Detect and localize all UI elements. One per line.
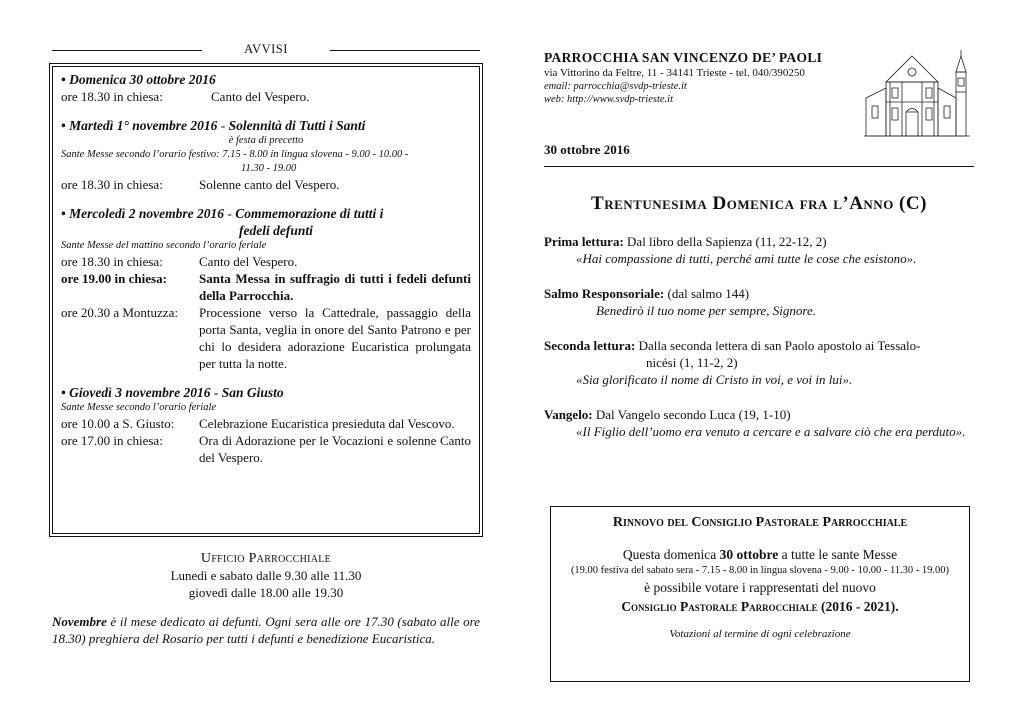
consiglio-title: Rinnovo del Consiglio Pastorale Parrocchiale — [612, 515, 908, 530]
event-row — [61, 253, 471, 270]
title-separator: - — [223, 206, 236, 221]
event-row — [61, 176, 471, 193]
event-time: ore 18.30 in chiesa: — [61, 254, 163, 269]
reading-salmo — [544, 285, 974, 319]
event-date: • Mercoledì 2 novembre 2016 — [61, 206, 224, 221]
reading-ref: (dal salmo 144) — [664, 286, 750, 301]
reading-quote: «Sia glorificato il nome di Cristo in voi, e voi in lui». — [576, 372, 853, 387]
messe-note-cont: 11.30 - 19.00 — [241, 163, 297, 174]
festa-note: è festa di precetto — [228, 135, 304, 146]
date-rule — [544, 166, 974, 167]
consiglio-line-1 — [561, 545, 959, 564]
event-time: ore 18.30 in chiesa: — [61, 177, 163, 192]
parish-web: web: http://www.svdp-trieste.it — [544, 94, 674, 105]
event-time: ore 20.30 a Montuzza: — [61, 305, 178, 320]
novembre-note — [52, 613, 480, 647]
consiglio-votazioni: Votazioni al termine di ogni celebrazione — [669, 628, 851, 640]
messe-note: Sante Messe secondo l’orario feriale — [61, 402, 217, 413]
consiglio-text: Questa domenica — [622, 547, 720, 562]
reading-label: Vangelo: — [544, 407, 593, 422]
messe-note: Sante Messe del mattino secondo l’orario feriale — [61, 240, 267, 251]
event-desc: Santa Messa in suffragio di tutti i fedeli defunti della Parrocchia. — [199, 271, 471, 303]
reading-prima — [544, 233, 974, 267]
ufficio-parrocchiale — [52, 550, 480, 601]
reading-ref-cont: nicési (1, 11-2, 2) — [646, 355, 738, 370]
event-row — [61, 88, 471, 105]
event-title-domenica: • Domenica 30 ottobre 2016 — [61, 72, 216, 87]
event-date: • Giovedì 3 novembre 2016 — [61, 385, 211, 400]
event-name: Solennità di Tutti i Santi — [228, 118, 366, 133]
event-desc: Solenne canto del Vespero. — [199, 177, 340, 192]
reading-ref: Dal libro della Sapienza (11, 22-12, 2) — [623, 234, 827, 249]
event-title-martedi — [61, 117, 471, 134]
event-desc: Canto del Vespero. — [211, 89, 310, 104]
consiglio-date: 30 ottobre — [719, 547, 779, 562]
event-date: • Martedì 1° novembre 2016 — [61, 118, 218, 133]
event-time: ore 10.00 a S. Giusto: — [61, 416, 175, 431]
consiglio-orari: (19.00 festiva del sabato sera - 7.15 - 8.00 in lingua slovena - 9.00 - 10.00 - 11.30 - 19.00) — [570, 565, 950, 576]
event-title-mercoledi — [61, 205, 471, 222]
event-time: ore 18.30 in chiesa: — [61, 89, 163, 104]
consiglio-text: a tutte le sante Messe — [778, 547, 898, 562]
event-row — [61, 432, 471, 466]
consiglio-line-4: Consiglio Pastorale Parrocchiale (2016 - 2021). — [621, 599, 899, 614]
church-drawing-icon — [864, 42, 974, 142]
ufficio-title: Ufficio Parrocchiale — [200, 551, 332, 566]
event-time: ore 17.00 in chiesa: — [61, 433, 163, 448]
event-name: Commemorazione di tutti i — [235, 206, 384, 221]
ufficio-hours-2: giovedì dalle 18.00 alle 19.30 — [188, 585, 344, 600]
reading-ref: Dalla seconda lettera di san Paolo apostolo ai Tessalo- — [635, 338, 921, 353]
reading-quote: «Il Figlio dell’uomo era venuto a cercare e a salvare ciò che era perduto». — [576, 424, 966, 439]
avvisi-title: AVVISI — [244, 42, 288, 56]
event-desc: Canto del Vespero. — [199, 254, 298, 269]
reading-label: Salmo Responsoriale: — [544, 286, 665, 301]
messe-note: Sante Messe secondo l’orario festivo: 7.15 - 8.00 in lingua slovena - 9.00 - 10.00 - — [61, 149, 409, 160]
left-column — [52, 38, 480, 647]
event-title-giovedi — [61, 384, 471, 401]
event-name-cont: fedeli defunti — [239, 223, 313, 238]
bulletin-date: 30 ottobre 2016 — [544, 142, 630, 157]
reading-vangelo — [544, 406, 974, 440]
parish-address: via Vittorino da Feltre, 11 - 34141 Trieste - tel. 040/390250 — [544, 67, 805, 79]
reading-label: Prima lettura: — [544, 234, 624, 249]
event-desc: Processione verso la Cattedrale, passaggio della porta Santa, veglia in onore del Santo Patrono e per chi lo desidera adorazione Eucaristica prolungata per tutta la notte. — [199, 305, 471, 371]
novembre-bold: Novembre — [52, 614, 107, 629]
reading-quote: «Hai compassione di tutti, perché ami tutte le cose che esistono». — [576, 251, 917, 266]
event-desc: Ora di Adorazione per le Vocazioni e solenne Canto del Vespero. — [199, 433, 471, 465]
novembre-text: è il mese dedicato ai defunti. Ogni sera alle ore 17.30 (sabato alle ore 18.30) preghiera del Rosario per tutti i defunti e benedizione Eucaristica. — [52, 614, 480, 646]
event-row — [61, 270, 471, 304]
title-separator: - — [217, 118, 229, 133]
consiglio-line-3: è possibile votare i rappresentati del nuovo — [644, 580, 876, 595]
right-column — [544, 38, 974, 640]
parish-email: email: parrocchia@svdp-trieste.it — [544, 81, 687, 92]
event-row — [61, 415, 471, 432]
reading-seconda — [544, 337, 974, 388]
ufficio-hours-1: Lunedì e sabato dalle 9.30 alle 11.30 — [170, 568, 362, 583]
parish-name: PARROCCHIA SAN VINCENZO DE’ PAOLI — [544, 50, 823, 65]
sunday-title: Trentunesima Domenica fra l’Anno (C) — [591, 193, 927, 214]
consiglio-box — [550, 506, 970, 682]
avvisi-header — [52, 38, 480, 60]
reading-ref: Dal Vangelo secondo Luca (19, 1-10) — [592, 407, 791, 422]
avvisi-box — [52, 66, 480, 534]
reading-label: Seconda lettura: — [544, 338, 636, 353]
header-rule-right — [330, 50, 480, 51]
reading-quote: Benedirò il tuo nome per sempre, Signore. — [596, 303, 816, 318]
event-time: ore 19.00 in chiesa: — [61, 271, 167, 286]
title-separator: - — [210, 385, 222, 400]
event-name: San Giusto — [221, 385, 284, 400]
event-desc: Celebrazione Eucaristica presieduta dal Vescovo. — [199, 416, 455, 431]
event-row — [61, 304, 471, 372]
